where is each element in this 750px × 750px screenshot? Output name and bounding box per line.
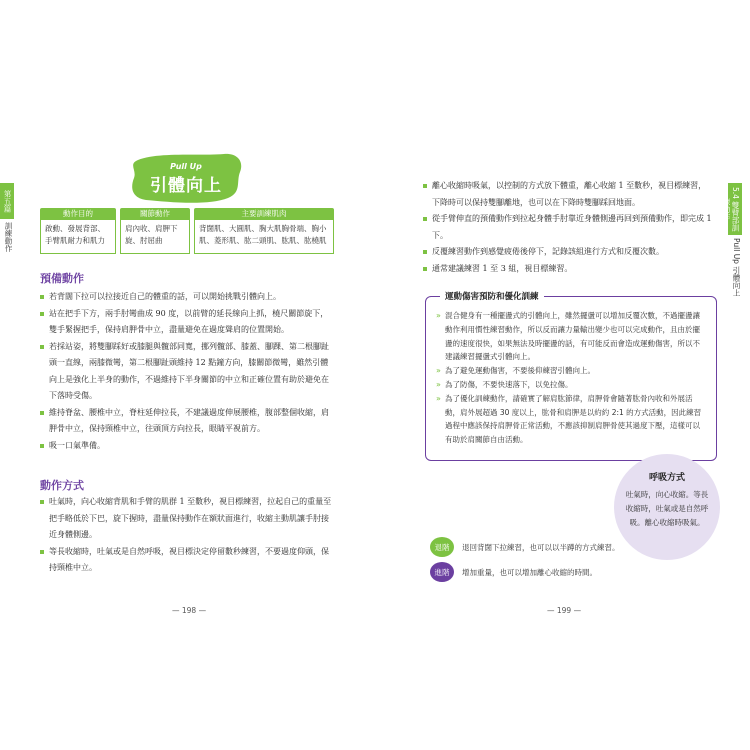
move-list-left [40, 494, 336, 577]
move-item: 離心收縮時吸氣，以控制的方式放下體重，離心收縮 1 至數秒，視目標練習，下降時可以保持雙腳離地，也可以在下降時雙腳踩回地面。 [423, 178, 713, 211]
regression-badge: 退階 [430, 537, 454, 557]
section-tab: 5.4 雙臂部訓練動作 [728, 183, 742, 235]
prep-item: 若採站姿，將雙腳踩好或膝腿與髖部同寬，挪列髖部、膝蓋、腳踝、第二根腳趾頭一直線，兩膝微彎，第二根腳趾頭維持 12 點鐘方向，膝關節微彎，雖然引體向上是強化上半身的動作，不過維持下半身關節的中立和正確位置有助於避免在下落時受傷。 [40, 339, 336, 405]
info-muscles-body: 背闊肌、大圓肌、胸大肌胸骨端、胸小肌、菱形肌、肱二頭肌、肱肌、肱橈肌 [194, 220, 334, 254]
regression-row [430, 537, 620, 557]
move-item: 反覆練習動作到感覺疲倦後停下，記錄該組進行方式和反覆次數。 [423, 244, 713, 261]
chapter-tab: 第五篇 [0, 183, 14, 219]
prep-item: 站在把手下方，兩手肘彎曲成 90 度，以前臂的延長線向上抓，橈尺關節旋下，雙手緊握把手，保持肩胛骨中立，盡量避免在過度聳肩的位置開始。 [40, 306, 336, 339]
injury-prevention-title: 運動傷害預防和優化訓練 [440, 290, 544, 302]
prep-item: 若背闊下拉可以拉接近自己的體重的話，可以開始挑戰引體向上。 [40, 289, 336, 306]
move-item: 吐氣時，向心收縮背肌和手臂的肌群 1 至數秒，視目標練習，拉起自己的重量至把手略低於下巴，旋下握時，盡量保持動作在額狀面進行，收縮主動肌讓手肘接近身體側邊。 [40, 494, 336, 544]
title-chinese: 引體向上 [150, 176, 222, 196]
page-number-left: — 198 — [172, 606, 207, 615]
progression-badge: 進階 [430, 562, 454, 582]
move-item: 從手臂伸直的預備動作到拉起身體手肘靠近身體側邊再回到預備動作，即完成 1 下。 [423, 211, 713, 244]
move-list-right [423, 178, 713, 277]
info-muscles [194, 208, 334, 254]
injury-prevention-box [425, 292, 717, 461]
breathing-title: 呼吸方式 [648, 473, 685, 483]
progression-text: 增加重量，也可以增加離心收縮的時間。 [462, 567, 597, 577]
title-badge [128, 152, 244, 204]
progression-row [430, 562, 597, 582]
section-name: Pull Up 引體向上 [732, 238, 741, 297]
warn-item: » 為了避免運動傷害，不要後仰練習引體向上。 [436, 364, 706, 378]
info-joint-head: 關節動作 [120, 208, 190, 220]
prep-title: 預備動作 [40, 272, 84, 285]
regression-text: 退回背闊下拉練習，也可以以半蹲的方式練習。 [462, 542, 620, 552]
prep-item: 維持脊盆、腰椎中立，脊柱延伸拉長，不建議過度伸展腰椎，腹部整個收縮，肩胛骨中立，保持頸椎中立，往頭頂方向拉長，眼睛平視前方。 [40, 405, 336, 438]
info-muscles-head: 主要訓練肌肉 [194, 208, 334, 220]
title-english: Pull Up [170, 162, 202, 171]
info-purpose-body: 啟動、發展背部、手臂肌耐力和肌力 [40, 220, 116, 254]
warn-item: » 為了優化訓練動作，請確實了解肩肱節律，肩胛骨會隨著肱骨內收和外展活動，肩外展超過 30 度以上，肱骨和肩胛是以約約 2:1 的方式活動，因此練習過程中應該保持肩胛骨正常活動，不應該抑制肩胛骨使其過度下壓，這樣可以有助於肩關節自由活動。 [436, 392, 706, 447]
info-joint [120, 208, 190, 254]
warn-item: » 混合健身有一種擺盪式的引體向上，雖然擺盪可以增加反覆次數，不過擺盪讓動作利用慣性練習動作，所以反而讓力量輸出變少也可以完成動作，且由於擺盪的速度很快，如果無法及時擺盪的話，有可能反而會造成運動傷害，所以不建議練習擺盪式引體向上。 [436, 309, 706, 364]
move-title: 動作方式 [40, 479, 84, 492]
prep-item: 吸一口氣準備。 [40, 438, 336, 455]
injury-prevention-list [436, 309, 706, 447]
info-purpose [40, 208, 116, 254]
info-joint-body: 肩內收、肩胛下旋、肘屈曲 [120, 220, 190, 254]
chapter-name: 訓練動作 [4, 222, 13, 252]
prep-list [40, 289, 336, 454]
page-number-right: — 199 — [547, 606, 582, 615]
info-purpose-head: 動作目的 [40, 208, 116, 220]
move-item: 通常建議練習 1 至 3 組，視目標練習。 [423, 261, 713, 278]
warn-item: » 為了防傷，不要快速落下，以免拉傷。 [436, 378, 706, 392]
breathing-circle [614, 454, 720, 560]
move-item: 等長收縮時，吐氣或是自然呼吸，視目標決定停留數秒練習，不要過度仰頭，保持頸椎中立。 [40, 544, 336, 577]
breathing-text: 吐氣時，向心收縮。等長收縮時，吐氣或是自然呼吸。離心收縮時吸氣。 [625, 490, 709, 527]
